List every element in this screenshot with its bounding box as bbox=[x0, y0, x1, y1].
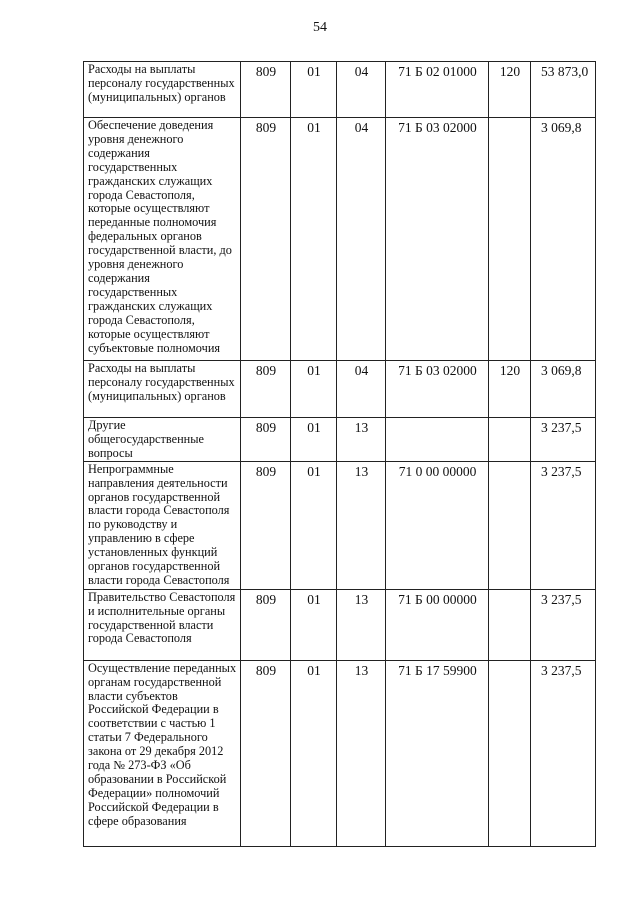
row-name: Расходы на выплаты персоналу государственных (муниципальных) органов bbox=[84, 62, 241, 118]
amount: 3 237,5 bbox=[531, 461, 596, 589]
page-number: 54 bbox=[313, 20, 327, 35]
table-row bbox=[84, 589, 596, 660]
subsection-code: 04 bbox=[337, 62, 386, 118]
amount: 3 069,8 bbox=[531, 118, 596, 361]
target-code: 71 Б 03 02000 bbox=[386, 118, 489, 361]
expense-type-code bbox=[489, 461, 531, 589]
target-code: 71 0 00 00000 bbox=[386, 461, 489, 589]
target-code: 71 Б 03 02000 bbox=[386, 361, 489, 418]
expense-type-code bbox=[489, 418, 531, 462]
ministry-code: 809 bbox=[241, 361, 291, 418]
section-code: 01 bbox=[291, 361, 337, 418]
table-row bbox=[84, 418, 596, 462]
table-row bbox=[84, 361, 596, 418]
target-code bbox=[386, 418, 489, 462]
subsection-code: 13 bbox=[337, 418, 386, 462]
subsection-code: 04 bbox=[337, 361, 386, 418]
target-code: 71 Б 00 00000 bbox=[386, 589, 489, 660]
expense-type-code: 120 bbox=[489, 361, 531, 418]
section-code: 01 bbox=[291, 62, 337, 118]
subsection-code: 13 bbox=[337, 589, 386, 660]
section-code: 01 bbox=[291, 418, 337, 462]
ministry-code: 809 bbox=[241, 461, 291, 589]
amount: 53 873,0 bbox=[531, 62, 596, 118]
target-code: 71 Б 17 59900 bbox=[386, 660, 489, 846]
amount: 3 237,5 bbox=[531, 418, 596, 462]
row-name: Обеспечение доведения уровня денежного содержания государственных гражданских служащих города Севастополя, которые осуществляют переданные полномочия федеральных органов государственной власти, до уровня денежного содержания государственных гражданских служащих города Севастополя, которые осуществляют субъектовые полномочия bbox=[84, 118, 241, 361]
subsection-code: 04 bbox=[337, 118, 386, 361]
table-row bbox=[84, 118, 596, 361]
row-name: Правительство Севастополя и исполнительные органы государственной власти города Севастополя bbox=[84, 589, 241, 660]
amount: 3 069,8 bbox=[531, 361, 596, 418]
ministry-code: 809 bbox=[241, 418, 291, 462]
ministry-code: 809 bbox=[241, 589, 291, 660]
table-row bbox=[84, 660, 596, 846]
subsection-code: 13 bbox=[337, 461, 386, 589]
target-code: 71 Б 02 01000 bbox=[386, 62, 489, 118]
expense-type-code: 120 bbox=[489, 62, 531, 118]
row-name: Осуществление переданных органам государственной власти субъектов Российской Федерации в соответствии с частью 1 статьи 7 Федерального закона от 29 декабря 2012 года № 273-ФЗ «Об образовании в Российской Федерации» полномочий Российской Федерации в сфере образования bbox=[84, 660, 241, 846]
table-row bbox=[84, 62, 596, 118]
section-code: 01 bbox=[291, 461, 337, 589]
table-row bbox=[84, 461, 596, 589]
expense-type-code bbox=[489, 660, 531, 846]
section-code: 01 bbox=[291, 589, 337, 660]
amount: 3 237,5 bbox=[531, 589, 596, 660]
row-name: Непрограммные направления деятельности органов государственной власти города Севастополя по руководству и управлению в сфере установленных функций органов государственной власти города Севастополя bbox=[84, 461, 241, 589]
ministry-code: 809 bbox=[241, 62, 291, 118]
row-name: Расходы на выплаты персоналу государственных (муниципальных) органов bbox=[84, 361, 241, 418]
section-code: 01 bbox=[291, 118, 337, 361]
expense-type-code bbox=[489, 589, 531, 660]
expense-type-code bbox=[489, 118, 531, 361]
amount: 3 237,5 bbox=[531, 660, 596, 846]
ministry-code: 809 bbox=[241, 118, 291, 361]
row-name: Другие общегосударственные вопросы bbox=[84, 418, 241, 462]
subsection-code: 13 bbox=[337, 660, 386, 846]
ministry-code: 809 bbox=[241, 660, 291, 846]
budget-table bbox=[83, 61, 596, 847]
section-code: 01 bbox=[291, 660, 337, 846]
